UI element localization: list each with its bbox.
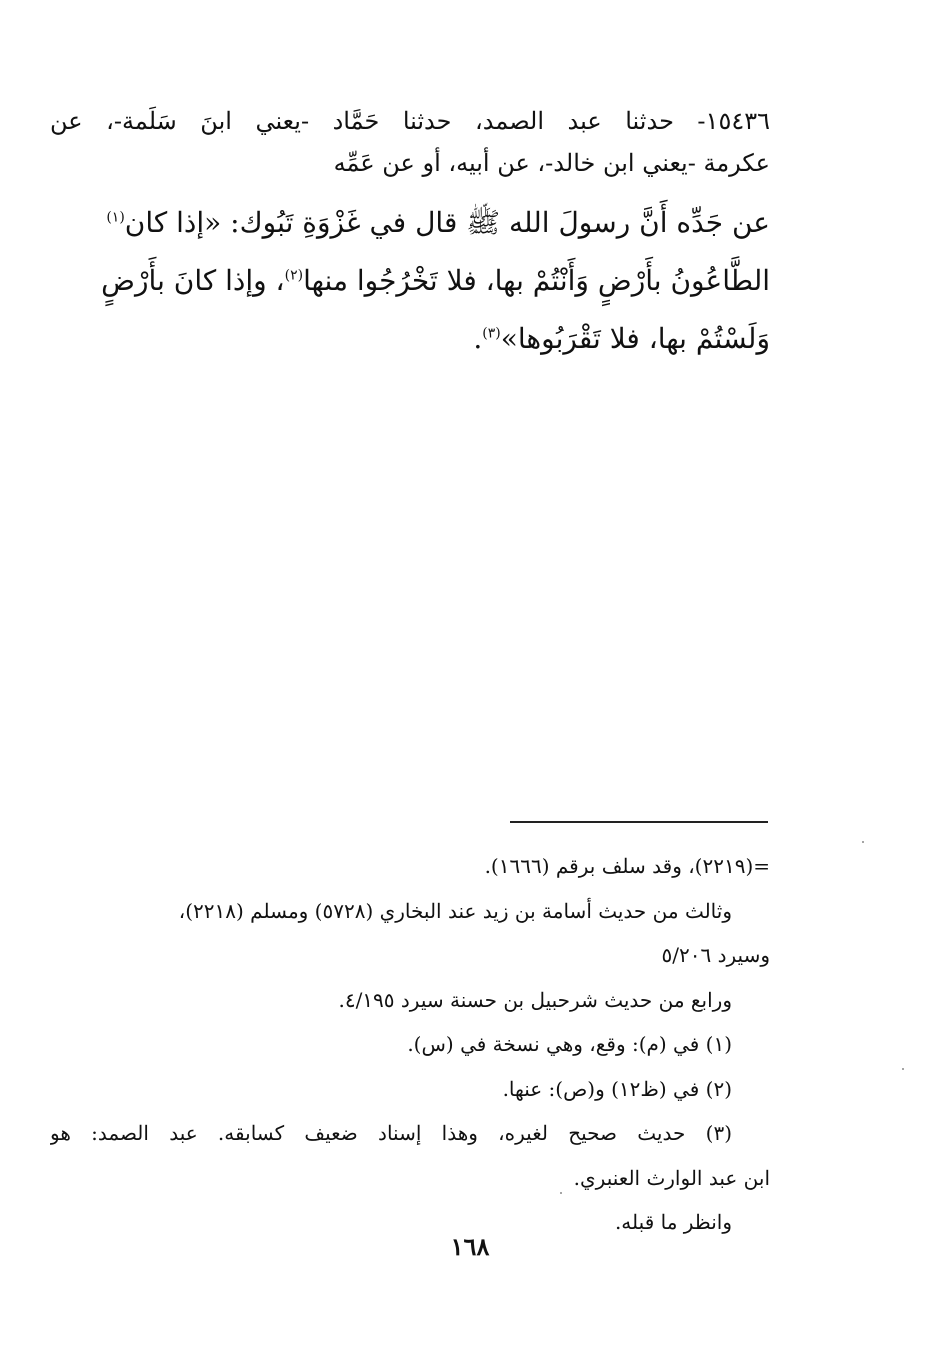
footnote-separator (510, 821, 768, 823)
line-text: وَلَسْتُمْ بها، فلا تَقْرَبُوها» (500, 322, 770, 355)
text-line (50, 252, 770, 310)
footnote-line: =(٢٢١٩)، وقد سلف برقم (١٦٦٦). (484, 854, 770, 878)
scan-speck (862, 841, 864, 843)
footnote-line: (١) في (م): وقع، وهي نسخة في (س). (407, 1032, 732, 1056)
scan-speck (902, 1068, 904, 1070)
line-text-cont: . (473, 322, 483, 355)
footnote-ref: (٢) (284, 267, 304, 284)
text-line (50, 310, 770, 368)
footnote-line: ابن عبد الوارث العنبري. (573, 1165, 770, 1190)
footnote-line: (٢) في (ظ١٢) و(ص): عنها. (502, 1076, 732, 1101)
line-text-cont: ، وإذا كانَ بأَرْضٍ (101, 264, 285, 297)
text-line: ١٥٤٣٦- حدثنا عبد الصمد، حدثنا حَمَّاد -يعني ابنَ سَلَمة-، عن (50, 107, 770, 135)
line-text: عن جَدِّه أَنَّ رسولَ الله ﷺ قال في غَزْوَةِ تَبُوك: «إذا كان (124, 206, 770, 239)
hadith-matn (50, 194, 770, 368)
footnote-line: وثالث من حديث أسامة بن زيد عند البخاري (٥٧٢٨) ومسلم (٢٢١٨)، (178, 898, 732, 923)
footnote-line: ورابع من حديث شرحبيل بن حسنة سيرد ٤/١٩٥. (338, 987, 732, 1012)
page-number: ١٦٨ (450, 1232, 490, 1261)
hadith-isnad (50, 100, 770, 184)
footnote-line: وسيرد ٥/٢٠٦ (661, 943, 770, 967)
scan-speck (560, 1192, 562, 1194)
footnote-ref: (١) (106, 209, 125, 226)
text-line (50, 194, 770, 252)
hadith-text (50, 100, 770, 368)
line-text: الطَّاعُونُ بأَرْضٍ وَأَنْتُمْ بها، فلا تَخْرُجُوا منها (303, 264, 770, 297)
text-line: عكرمة -يعني ابن خالد-، عن أبيه، أو عن عَمِّه (333, 149, 770, 177)
footnote-line: وانظر ما قبله. (614, 1210, 732, 1234)
footnote-line: (٣) حديث صحيح لغيره، وهذا إسناد ضعيف كسابقه. عبد الصمد: هو (50, 1121, 732, 1145)
footnote-ref: (٣) (482, 325, 501, 342)
footnotes (50, 844, 770, 1245)
